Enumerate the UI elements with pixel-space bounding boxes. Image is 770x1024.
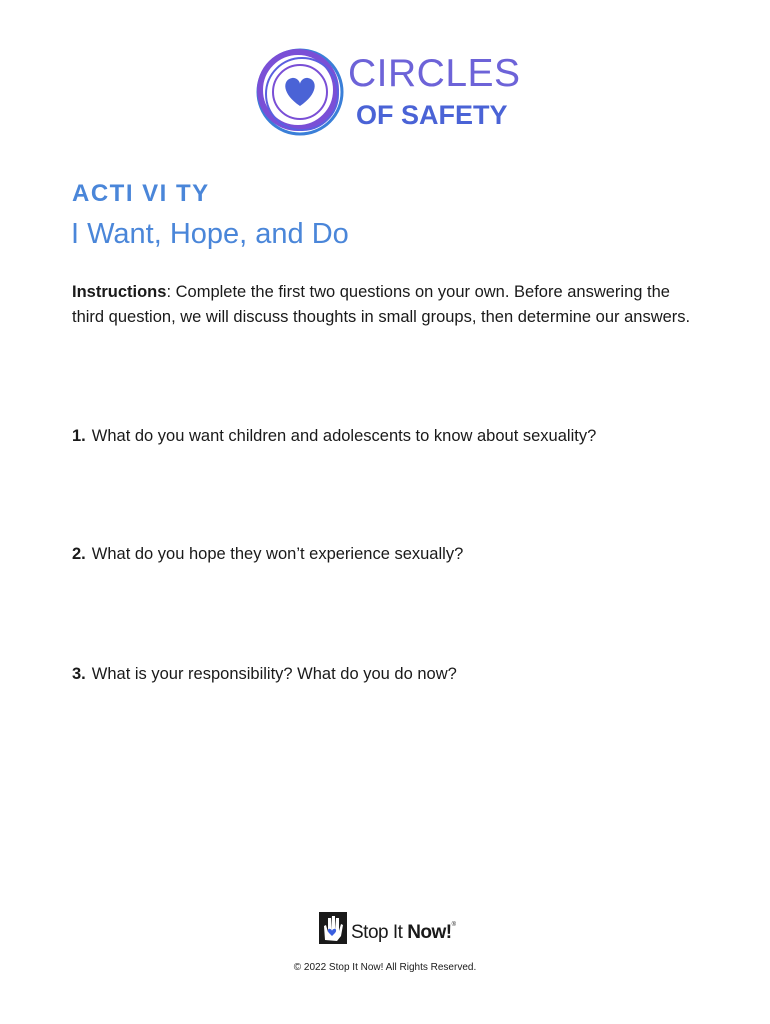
logo-subtitle: OF SAFETY [356,100,508,130]
copyright-text: © 2022 Stop It Now! All Rights Reserved. [293,962,477,973]
question-text: What is your responsibility? What do you do now? [91,665,457,683]
brand-light: Stop It [351,922,408,943]
circles-heart-icon [252,44,348,144]
question-text: What do you hope they won’t experience sexually? [91,545,464,563]
circles-of-safety-logo [252,44,522,144]
footer-brand [351,922,456,944]
question-2 [72,543,463,565]
question-number: 2. [72,545,86,563]
instructions-paragraph [72,280,697,330]
question-3 [72,663,457,685]
brand-bold: Now! [407,922,452,943]
question-1 [72,425,596,447]
page-title: I Want, Hope, and Do [71,218,349,250]
stop-it-now-logo [319,910,459,950]
instructions-text: : Complete the first two questions on your own. Before answering the third question, we will discuss thoughts in small groups, then determine our answers. [72,283,691,326]
instructions-label: Instructions [72,283,167,301]
section-label: ACTI VI TY [72,180,210,207]
trademark: ® [451,922,456,928]
logo-title: CIRCLES [348,52,521,95]
question-number: 3. [72,665,86,683]
question-text: What do you want children and adolescents to know about sexuality? [91,427,597,445]
hand-icon [319,912,347,944]
question-number: 1. [72,427,86,445]
